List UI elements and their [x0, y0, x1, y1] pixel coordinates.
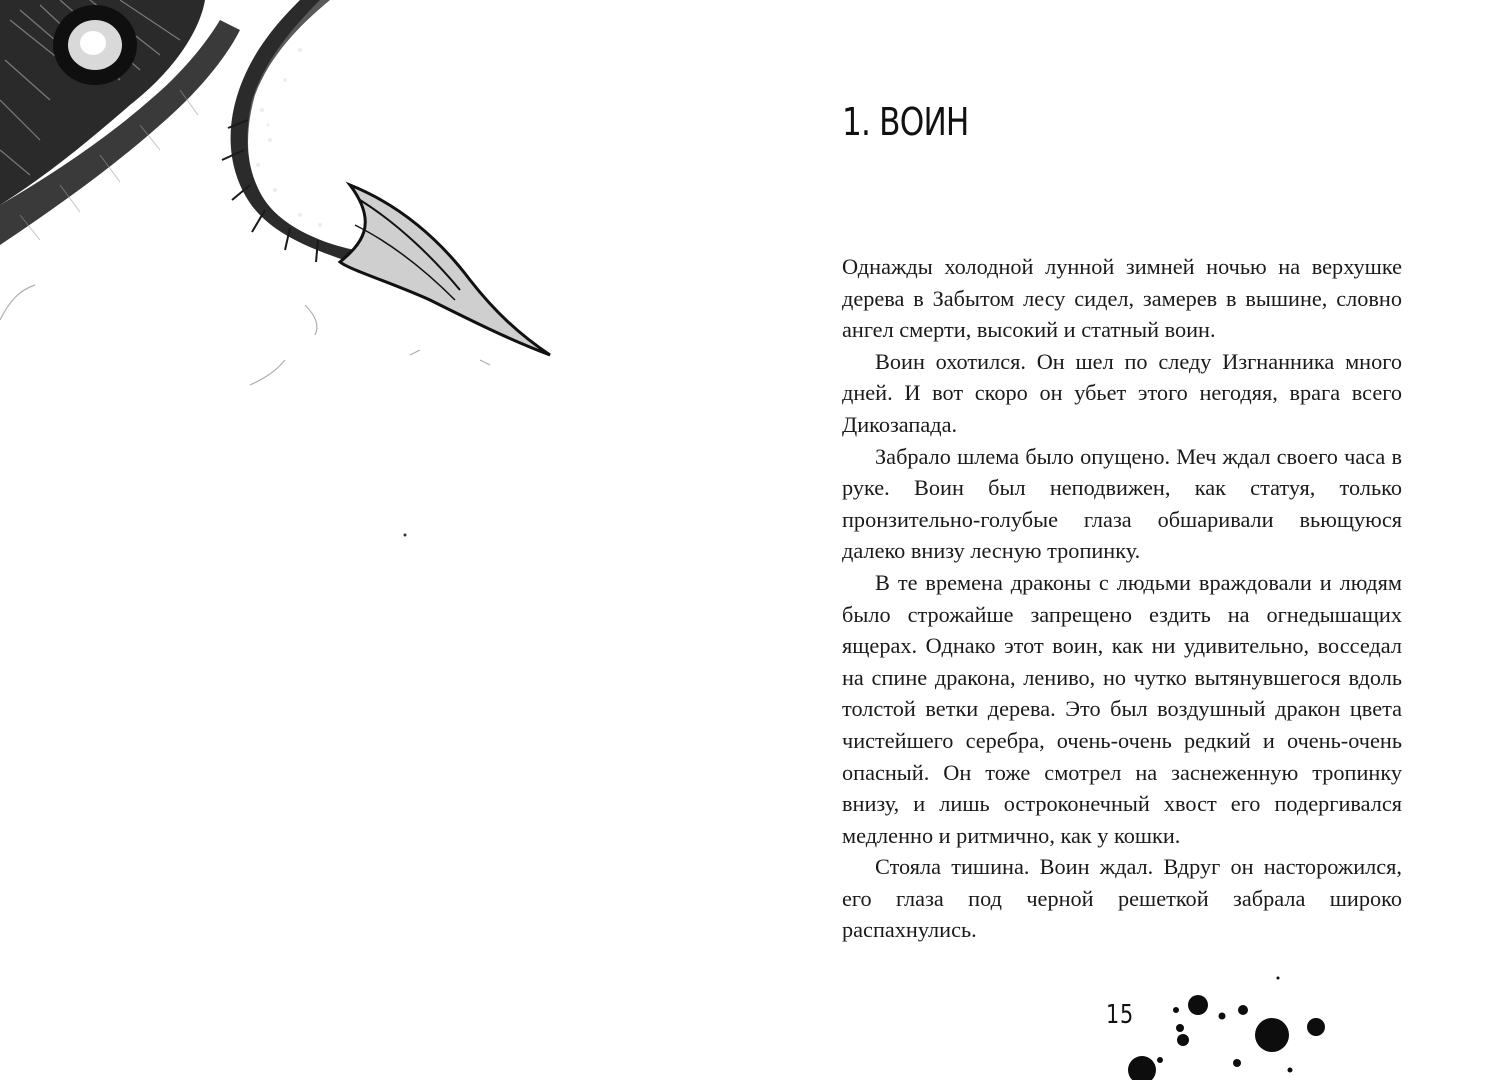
paragraph: Воин охотился. Он шел по следу Изгнанника много дней. И вот скоро он убьет этого негодяя, врага всего Дикозапада.: [842, 348, 1402, 437]
paragraph: Забрало шлема было опущено. Меч ждал своего часа в руке. Воин был неподвижен, как статуя, только пронзительно-голубые глаза обшаривали вьющуюся далеко внизу лесную тропинку.: [842, 443, 1402, 564]
right-page: [842, 0, 1402, 1080]
chapter-title: 1. ВОИН: [842, 100, 969, 144]
ink-splatter-decoration: [1100, 960, 1360, 1080]
paragraph: В те времена драконы с людьми враждовали и людям было строжайше запрещено ездить на огнедышащих ящерах. Однако этот воин, как ни удивительно, восседал на спине дракона, лениво, но чутко вытянувшегося вдоль толстой ветки дерева. Это был воздушный дракон цвета чистейшего серебра, очень-очень редкий и очень-очень опасный. Он тоже смотрел на заснеженную тропинку внизу, и лишь остроконечный хвост его подергивался медленно и ритмично, как у кошки.: [842, 569, 1402, 848]
dragon-illustration: [0, 0, 600, 560]
chapter-text: [842, 251, 1402, 946]
paragraph: Однажды холодной лунной зимней ночью на верхушке дерева в Забытом лесу сидел, замерев в вышине, словно ангел смерти, высокий и статный воин.: [842, 254, 1402, 343]
paragraph: Стояла тишина. Воин ждал. Вдруг он насторожился, его глаза под черной решеткой забрала широко распахнулись.: [842, 854, 1402, 943]
page-number: 15: [1106, 1000, 1135, 1030]
